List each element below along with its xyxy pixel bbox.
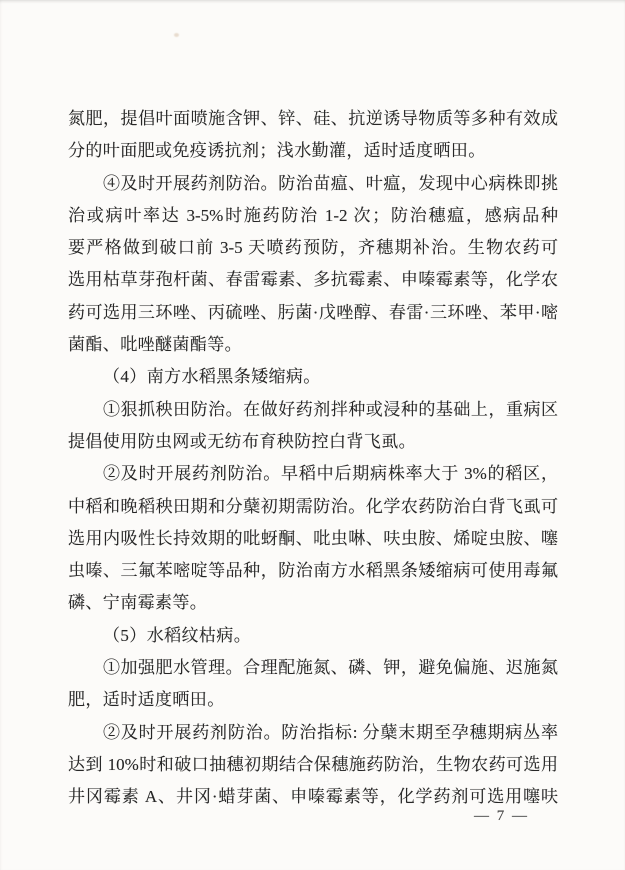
text-line: 提倡使用防虫网或无纺布育秧防控白背飞虱。: [68, 431, 416, 451]
section-heading: （5）水稻纹枯病。: [103, 625, 252, 645]
scan-speck: [174, 33, 179, 37]
text-line: 分的叶面肥或免疫诱抗剂；浅水勤灌，适时适度晒田。: [68, 141, 486, 161]
text-line: 井冈霉素 A、井冈·蜡芽菌、申嗪霉素等，化学药剂可选用噻呋: [68, 787, 558, 807]
page-number: — 7 —: [474, 808, 529, 824]
text-line: 氮肥，提倡叶面喷施含钾、锌、硅、抗逆诱导物质等多种有效成: [68, 109, 558, 128]
text-line: 肥，适时适度晒田。: [68, 690, 225, 710]
text-line: ②及时开展药剂防治。防治指标: 分蘖末期至孕穗期病丛率: [103, 722, 558, 742]
text-line: 选用枯草芽孢杆菌、春雷霉素、多抗霉素、申嗪霉素等，化学农: [68, 270, 558, 290]
text-line: 虫嗪、三氟苯嘧啶等品种，防治南方水稻黑条矮缩病可使用毒氟: [68, 561, 558, 581]
text-line: 要严格做到破口前 3-5 天喷药预防，齐穗期补治。生物农药可: [68, 238, 558, 258]
text-line: 磷、宁南霉素等。: [68, 593, 208, 613]
document-text-block: [68, 103, 558, 814]
text-line: ②及时开展药剂防治。早稻中后期病株率大于 3%的稻区，: [103, 464, 558, 484]
text-line: 菌酯、吡唑醚菌酯等。: [68, 335, 242, 355]
text-line: 中稻和晚稻秧田期和分蘖初期需防治。化学农药防治白背飞虱可: [68, 496, 558, 516]
section-heading: （4）南方水稻黑条矮缩病。: [103, 367, 321, 387]
text-line: 治或病叶率达 3-5%时施药防治 1-2 次；防治穗瘟，感病品种: [68, 205, 558, 225]
text-line: ④及时开展药剂防治。防治苗瘟、叶瘟，发现中心病株即挑: [103, 173, 558, 193]
text-line: ①狠抓秧田防治。在做好药剂拌种或浸种的基础上，重病区: [103, 399, 558, 419]
text-line: 药可选用三环唑、丙硫唑、肟菌·戊唑醇、春雷·三环唑、苯甲·嘧: [68, 302, 558, 322]
text-line: 选用内吸性长持效期的吡蚜酮、吡虫啉、呋虫胺、烯啶虫胺、噻: [68, 528, 558, 548]
text-line: ①加强肥水管理。合理配施氮、磷、钾，避免偏施、迟施氮: [103, 658, 558, 678]
text-line: 达到 10%时和破口抽穗初期结合保穗施药防治，生物农药可选用: [68, 754, 558, 774]
